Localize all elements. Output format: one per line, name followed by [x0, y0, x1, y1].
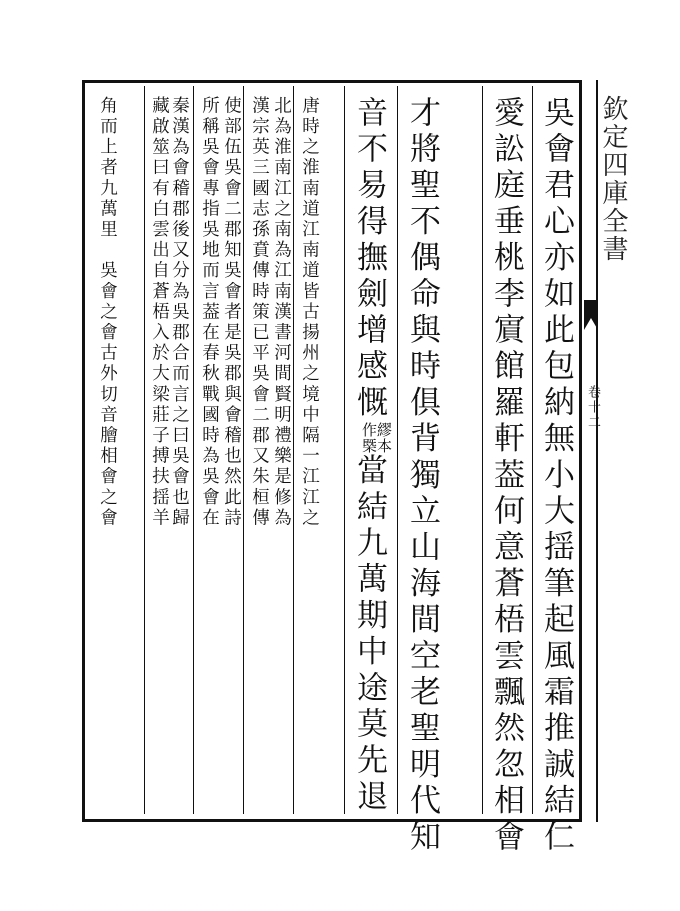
- column-rule: [397, 86, 398, 814]
- note-right: 繆本: [375, 421, 393, 454]
- commentary-column: 藏啟筮曰有白雲出自蒼梧入於大梁莊子搏扶揺羊: [149, 96, 170, 529]
- commentary-column: 角而上者九萬里 吳會之會古外切音膾相會之會: [97, 96, 118, 529]
- commentary-column: 使部伍吳會二郡知吳會者是吳郡與會稽也然此詩: [221, 96, 242, 529]
- column-rule: [243, 86, 244, 814]
- column-rule: [344, 86, 345, 814]
- text-column-mixed: [353, 96, 391, 816]
- text-column: 愛訟庭垂桃李賔館羅軒葢何意蒼梧雲飄然忽相會: [488, 96, 524, 857]
- column-rule: [144, 86, 145, 814]
- text-column: 才將聖不偶命與時俱背獨立山海間空老聖明代知: [404, 96, 440, 857]
- column-rule: [482, 86, 483, 814]
- margin-book-title: 欽定四庫全書: [598, 95, 628, 263]
- commentary-column: 漢宗英三國志孫賁傳時策已平吳會二郡又朱桓傳: [249, 96, 270, 529]
- margin-volume-number: 卷十二: [585, 385, 600, 430]
- poem-text: 當結九萬期中途莫先退: [351, 453, 387, 816]
- commentary-column: 北為淮南江之南為江南漢書河間賢明禮樂是修為: [271, 96, 292, 529]
- column-rule: [532, 86, 533, 814]
- note-left: 作槩: [360, 421, 378, 454]
- text-column: 吳會君心亦如此包納無小大揺筆起風霜推誠結仁: [538, 96, 574, 857]
- interlinear-note: [361, 422, 391, 454]
- column-rule: [193, 86, 194, 814]
- column-rule: [293, 86, 294, 814]
- commentary-column: 秦漢為會稽郡後又分為吳郡合而言之曰吳會也歸: [169, 96, 190, 529]
- commentary-column: 所稱吳會專指吳地而言葢在春秋戰國時為吳會在: [199, 96, 220, 529]
- poem-text: 音不易得撫劍增感慨: [351, 96, 387, 422]
- commentary-column: 唐時之淮南道江南道皆古揚州之境中隔一江江之: [299, 96, 320, 529]
